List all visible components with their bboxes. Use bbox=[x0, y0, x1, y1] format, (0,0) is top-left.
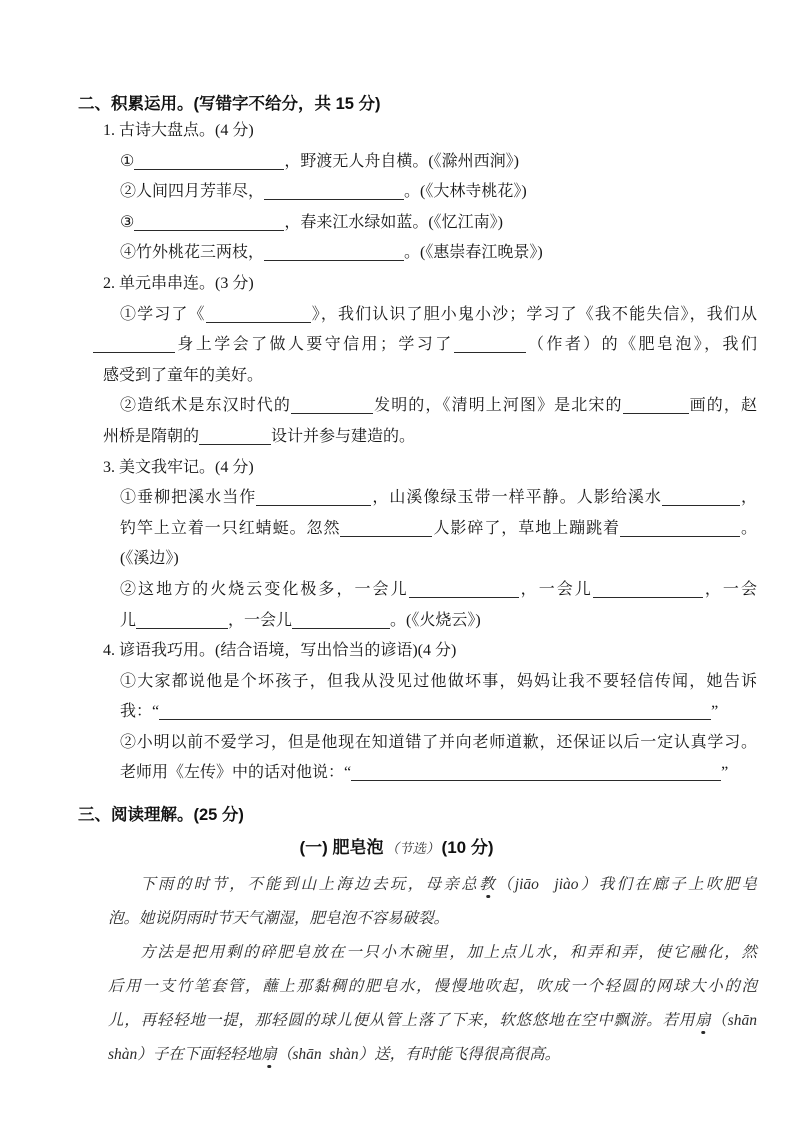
answer-blank bbox=[662, 489, 740, 506]
answer-blank bbox=[292, 612, 390, 629]
question-line: 我：“ ” bbox=[120, 703, 719, 721]
answer-blank bbox=[264, 183, 404, 200]
answer-blank bbox=[199, 428, 271, 445]
question-line: (《溪边》) bbox=[120, 550, 179, 568]
question-line: ① ，野渡无人舟自横。(《滁州西涧》) bbox=[120, 152, 520, 170]
passage-title-text: 肥皂泡 bbox=[332, 838, 384, 858]
passage-title-score: (10 分) bbox=[441, 838, 494, 858]
passage-line: 儿，再轻轻地一提，那轻圆的球儿便从管上落了下来，软悠悠地在空中飘游。若用扇（shān bbox=[108, 1012, 757, 1030]
question-line: ①大家都说他是个坏孩子，但我从没见过他做坏事，妈妈让我不要轻信传闻，她告诉 bbox=[120, 672, 757, 690]
question-number-line: 4. 谚语我巧用。(结合语境，写出恰当的谚语)(4 分) bbox=[103, 642, 457, 660]
answer-blank bbox=[620, 520, 740, 537]
answer-blank bbox=[159, 703, 711, 720]
answer-blank bbox=[206, 306, 311, 323]
answer-blank bbox=[340, 520, 432, 537]
question-line: 感受到了童年的美好。 bbox=[103, 366, 264, 384]
question-line: 身上学会了做人要守信用；学习了 （作者）的《肥皂泡》，我们 bbox=[93, 330, 757, 361]
answer-blank bbox=[623, 397, 689, 414]
question-number-line: 2. 单元串串连。(3 分) bbox=[103, 274, 254, 292]
reading-passage bbox=[0, 868, 793, 1072]
question-line: ①学习了《 》，我们认识了胆小鬼小沙；学习了《我不能失信》，我们从 bbox=[120, 305, 757, 323]
question-line: ②人间四月芳菲尽， 。(《大林寺桃花》) bbox=[120, 183, 527, 201]
answer-blank bbox=[136, 612, 228, 629]
passage-title-note: （节选） bbox=[385, 841, 440, 857]
question-line: 钓竿上立着一只红蜻蜓。忽然 人影碎了，草地上蹦跳着 。 bbox=[120, 519, 757, 537]
question-line: ②这地方的火烧云变化极多，一会儿 ，一会儿 ，一会 bbox=[120, 580, 757, 598]
answer-blank bbox=[351, 764, 721, 781]
passage-line: 泡。她说阴雨时节天气潮湿，肥皂泡不容易破裂。 bbox=[108, 910, 450, 928]
question-line: ②造纸术是东汉时代的 发明的，《清明上河图》是北宋的 画的，赵 bbox=[120, 397, 757, 415]
question-line: ①垂柳把溪水当作 ，山溪像绿玉带一样平静。人影给溪水 ， bbox=[120, 489, 757, 507]
question-number-line: 3. 美文我牢记。(4 分) bbox=[103, 458, 254, 476]
emphasized-char: 扇 bbox=[695, 1012, 712, 1030]
passage-title-number: (一) bbox=[299, 838, 328, 858]
question-line: 州桥是隋朝的 设计并参与建造的。 bbox=[103, 427, 416, 445]
question-number-line: 1. 古诗大盘点。(4 分) bbox=[103, 122, 254, 139]
answer-blank bbox=[409, 581, 519, 598]
passage-line: 后用一支竹笔套管，蘸上那黏稠的肥皂水，慢慢地吹起，吹成一个轻圆的网球大小的泡 bbox=[108, 978, 757, 996]
answer-blank bbox=[264, 244, 404, 261]
passage-line: 方法是把用剩的碎肥皂放在一只小木碗里，加上点儿水，和弄和弄，使它融化，然 bbox=[140, 944, 757, 962]
answer-blank bbox=[256, 489, 371, 506]
emphasized-char: 教 bbox=[479, 876, 497, 894]
section-reading-heading: 三、阅读理解。(25 分) bbox=[78, 806, 244, 825]
answer-blank bbox=[93, 336, 175, 353]
question-line: ④竹外桃花三两枝， 。(《惠崇春江晚景》) bbox=[120, 244, 543, 262]
passage-title bbox=[0, 835, 793, 862]
question-line: 儿 ，一会儿 。(《火烧云》) bbox=[120, 611, 481, 629]
answer-blank bbox=[134, 214, 284, 231]
question-line: 老师用《左传》中的话对他说：“ ” bbox=[120, 764, 729, 782]
question-line: ③ ，春来江水绿如蓝。(《忆江南》) bbox=[120, 213, 504, 231]
passage-line: shàn）子在下面轻轻地扇（shān shàn）送，有时能飞得很高很高。 bbox=[108, 1046, 561, 1064]
section-accumulation-body bbox=[0, 116, 793, 789]
passage-line: 下雨的时节，不能到山上海边去玩，母亲总教（jiāo jiào）我们在廊子上吹肥皂 bbox=[140, 876, 757, 894]
answer-blank bbox=[134, 153, 284, 170]
question-line: ②小明以前不爱学习，但是他现在知道错了并向老师道歉，还保证以后一定认真学习。 bbox=[120, 733, 757, 751]
answer-blank bbox=[454, 336, 526, 353]
answer-blank bbox=[593, 581, 703, 598]
emphasized-char: 扇 bbox=[261, 1046, 277, 1064]
answer-blank bbox=[291, 397, 373, 414]
section-accumulation-heading: 二、积累运用。(写错字不给分，共 15 分) bbox=[78, 95, 381, 113]
